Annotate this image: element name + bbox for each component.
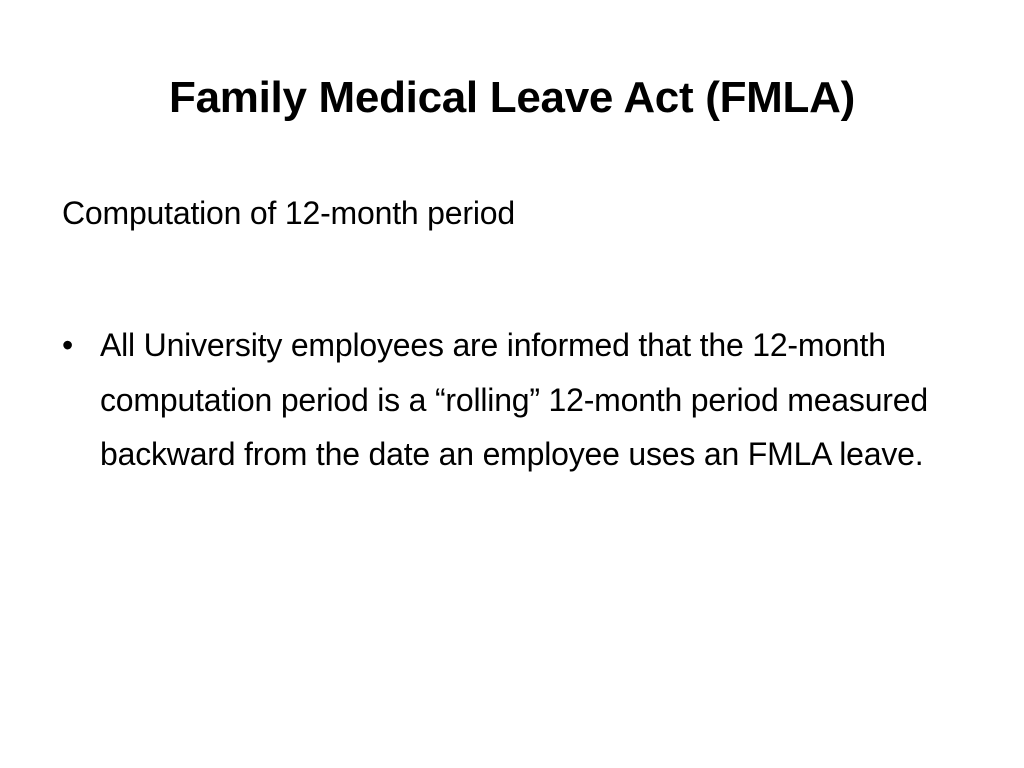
- bullet-text: All University employees are informed that the 12-month computation period is a “rolling” 12-month period measured backward from the date an employee uses an FMLA leave.: [100, 327, 928, 472]
- slide-body: [62, 186, 962, 482]
- bullet-icon: •: [62, 327, 74, 363]
- bullet-list: [62, 318, 962, 482]
- subheading: Computation of 12-month period: [62, 195, 515, 231]
- slide-title: Family Medical Leave Act (FMLA): [169, 73, 855, 122]
- bullet-item: [62, 318, 950, 482]
